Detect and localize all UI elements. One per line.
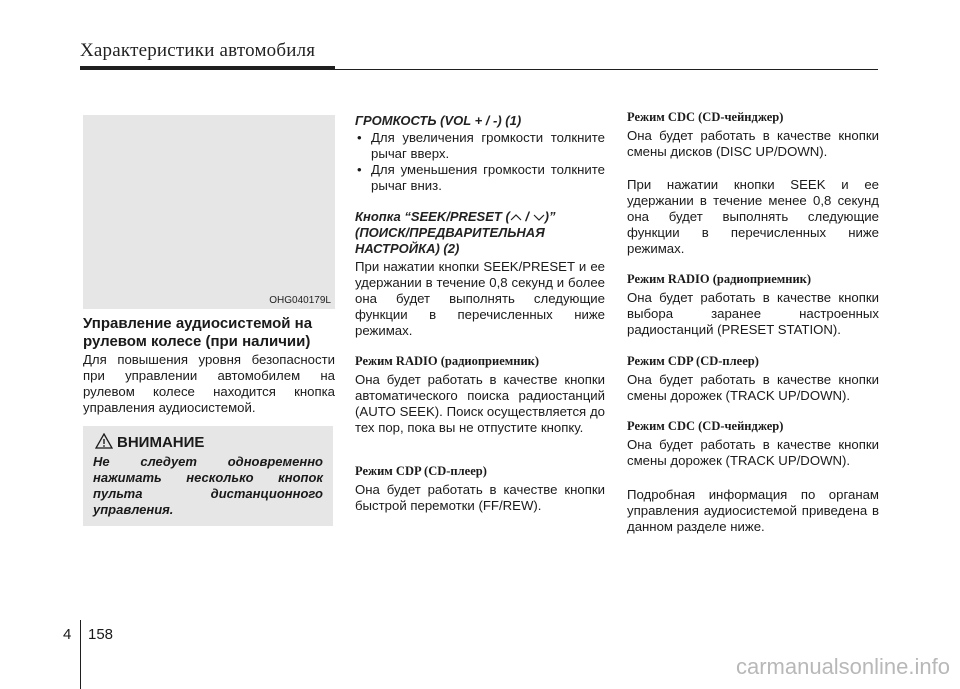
chevron-up-icon	[510, 214, 522, 221]
page-number: 158	[88, 626, 114, 643]
radio-heading-2: Режим RADIO (радиоприемник)	[627, 272, 812, 286]
cdc-body-2: Она будет работать в качестве кнопки смены дорожек (TRACK UP/DOWN).	[627, 437, 879, 468]
seek-heading	[355, 209, 605, 257]
bullet-item: • Для увеличения громкости толкните рычаг вверх.	[355, 130, 605, 162]
seek-heading-line2: (ПОИСК/ПРЕДВАРИТЕЛЬНАЯ	[355, 225, 545, 240]
cdp-body: Она будет работать в качестве кнопки быстрой перемотки (FF/REW).	[355, 482, 605, 513]
bullet-item: • Для уменьшения громкости толкните рычаг вниз.	[355, 162, 605, 194]
volume-heading: ГРОМКОСТЬ (VOL + / -) (1)	[355, 113, 522, 128]
watermark: carmanualsonline.info	[735, 654, 950, 679]
seek-heading-pre: Кнопка “SEEK/PRESET (	[355, 209, 510, 224]
section-heading: Управление аудиосистемой на рулевом колесе (при наличии)	[83, 315, 313, 350]
footer-rule	[80, 620, 81, 689]
seek-heading-line3: НАСТРОЙКА) (2)	[355, 241, 460, 256]
radio-body: Она будет работать в качестве кнопки автоматического поиска радиостанций (AUTO SEEK). Поиск осуществляется до тех пор, пока вы не отпустите кнопку.	[355, 372, 605, 435]
chevron-down-icon	[533, 214, 545, 221]
page-header-title: Характеристики автомобиля	[80, 40, 316, 61]
seek-heading-mid: /	[521, 209, 533, 224]
figure-code: OHG040179L	[269, 295, 331, 306]
radio-body-2: Она будет работать в качестве кнопки выбора заранее настроенных радиостанций (PRESET STATION).	[627, 290, 879, 337]
volume-bullets	[355, 130, 605, 194]
header-rule-thin	[335, 69, 878, 70]
warning-text: Не следует одновременно нажимать несколько кнопок пульта дистанционного управления.	[93, 454, 323, 517]
seek-heading-post: )”	[544, 209, 556, 224]
seek-body: При нажатии кнопки SEEK/PRESET и ее удержании в течение 0,8 секунд и более она будет выполнять следующие функции в перечисленных ниже режимах.	[355, 259, 605, 338]
cdp-heading-2: Режим CDP (CD-плеер)	[627, 354, 759, 368]
cdp-body-2: Она будет работать в качестве кнопки смены дорожек (TRACK UP/DOWN).	[627, 372, 879, 403]
short-press-text: При нажатии кнопки SEEK и ее удержании в течение менее 0,8 секунд она будет выполнять следующие функции в перечисленных ниже режимах.	[627, 177, 879, 256]
header-rule	[80, 66, 335, 70]
warning-box	[83, 426, 333, 526]
steering-wheel-figure	[83, 115, 335, 309]
cdp-heading: Режим CDP (CD-плеер)	[355, 464, 487, 478]
radio-heading: Режим RADIO (радиоприемник)	[355, 354, 540, 368]
cdc-body: Она будет работать в качестве кнопки смены дисков (DISC UP/DOWN).	[627, 128, 879, 159]
section-number: 4	[63, 626, 72, 643]
cdc-heading: Режим CDC (CD-чейнджер)	[627, 110, 784, 124]
cdc-heading-2: Режим CDC (CD-чейнджер)	[627, 419, 784, 433]
warning-triangle-icon	[95, 433, 113, 449]
more-info-text: Подробная информация по органам управления аудиосистемой приведена в данном разделе ниже.	[627, 487, 879, 534]
section-body: Для повышения уровня безопасности при управлении автомобилем на рулевом колесе находится кнопка управления аудиосистемой.	[83, 352, 335, 415]
warning-title: ВНИМАНИЕ	[117, 434, 205, 451]
